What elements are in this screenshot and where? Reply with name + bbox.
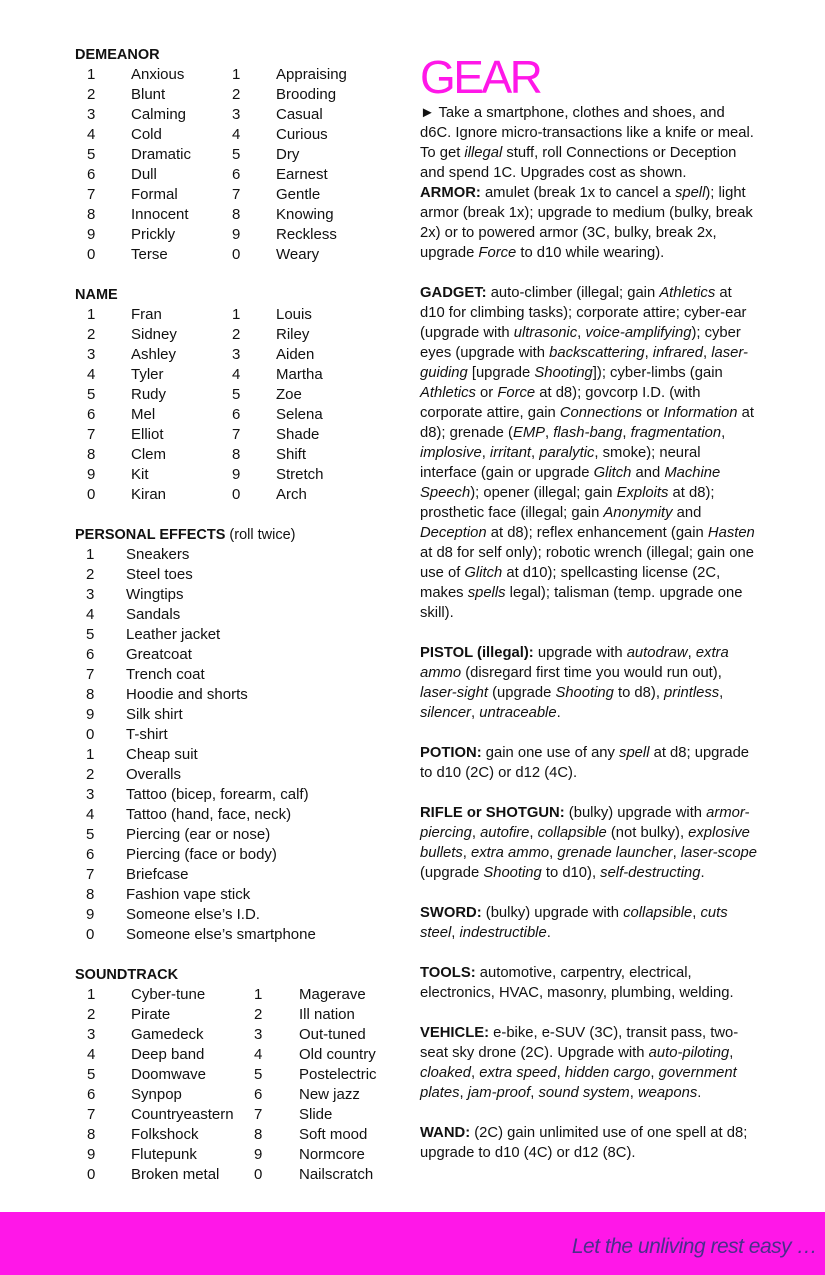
roll-number: 6 <box>87 406 96 423</box>
roll-number: 2 <box>87 86 96 103</box>
table-entry: Slide <box>299 1106 333 1123</box>
personal-effects-row <box>75 745 405 765</box>
roll-number: 5 <box>87 146 96 163</box>
roll-number: 6 <box>86 846 95 863</box>
soundtrack-row <box>75 1085 405 1105</box>
roll-number: 2 <box>87 1006 96 1023</box>
table-entry: Weary <box>276 246 320 263</box>
roll-number: 9 <box>87 226 96 243</box>
name-row <box>75 385 405 405</box>
roll-number: 8 <box>86 886 95 903</box>
table-entry: Rudy <box>131 386 167 403</box>
table-entry: Briefcase <box>126 866 189 883</box>
roll-number: 4 <box>232 126 241 143</box>
table-entry: Tattoo (hand, face, neck) <box>126 806 292 823</box>
name-row <box>75 445 405 465</box>
gear-entry: SWORD: (bulky) upgrade with collapsible, cuts steel, indestructible. <box>420 905 728 941</box>
demeanor-row <box>75 105 405 125</box>
table-entry: T-shirt <box>126 726 168 743</box>
name-table <box>75 305 405 505</box>
table-entry: Ashley <box>131 346 177 363</box>
roll-number: 9 <box>254 1146 263 1163</box>
table-entry: Sandals <box>126 606 181 623</box>
name-row <box>75 485 405 505</box>
table-entry: Casual <box>276 106 323 123</box>
table-entry: Piercing (ear or nose) <box>126 826 271 843</box>
gear-column <box>420 51 760 1163</box>
table-entry: Cold <box>131 126 162 143</box>
table-entry: Steel toes <box>126 566 193 583</box>
roll-number: 8 <box>86 686 95 703</box>
roll-number: 9 <box>86 706 95 723</box>
soundtrack-row <box>75 1125 405 1145</box>
personal-effects-heading <box>75 525 405 545</box>
table-entry: Knowing <box>276 206 334 223</box>
personal-effects-row <box>75 645 405 665</box>
personal-effects-row <box>75 765 405 785</box>
soundtrack-row <box>75 1145 405 1165</box>
roll-number: 6 <box>87 1086 96 1103</box>
table-entry: Dry <box>276 146 300 163</box>
personal-effects-row <box>75 685 405 705</box>
table-entry: Kiran <box>131 486 167 503</box>
table-entry: Terse <box>131 246 168 263</box>
table-entry: Dramatic <box>131 146 192 163</box>
table-entry: Anxious <box>131 66 185 83</box>
roll-number: 4 <box>87 1046 96 1063</box>
demeanor-row <box>75 65 405 85</box>
roll-number: 3 <box>87 1026 96 1043</box>
demeanor-row <box>75 125 405 145</box>
table-entry: Innocent <box>131 206 189 223</box>
roll-number: 8 <box>87 1126 96 1143</box>
roll-number: 0 <box>87 1166 96 1183</box>
roll-number: 5 <box>86 626 95 643</box>
demeanor-row <box>75 225 405 245</box>
name-row <box>75 405 405 425</box>
table-entry: Piercing (face or body) <box>126 846 277 863</box>
roll-number: 6 <box>86 646 95 663</box>
soundtrack-row <box>75 985 405 1005</box>
personal-effects-row <box>75 905 405 925</box>
table-entry: Calming <box>131 106 187 123</box>
table-entry: Greatcoat <box>126 646 192 663</box>
roll-number: 2 <box>254 1006 263 1023</box>
roll-number: 2 <box>232 86 241 103</box>
roll-number: 6 <box>232 166 241 183</box>
demeanor-row <box>75 145 405 165</box>
roll-number: 2 <box>232 326 241 343</box>
footer-tagline: Let the unliving rest easy … <box>571 1235 817 1258</box>
roll-number: 1 <box>87 306 96 323</box>
table-entry: Synpop <box>131 1086 182 1103</box>
roll-number: 1 <box>86 746 95 763</box>
name-row <box>75 425 405 445</box>
table-entry: Postelectric <box>299 1066 377 1083</box>
soundtrack-row <box>75 1045 405 1065</box>
name-row <box>75 345 405 365</box>
table-entry: Tyler <box>131 366 164 383</box>
demeanor-row <box>75 245 405 265</box>
roll-number: 7 <box>86 666 95 683</box>
table-entry: Selena <box>276 406 323 423</box>
table-entry: Curious <box>276 126 328 143</box>
roll-number: 3 <box>232 346 241 363</box>
table-entry: Overalls <box>126 766 182 783</box>
roll-number: 3 <box>254 1026 263 1043</box>
roll-number: 1 <box>254 986 263 1003</box>
roll-number: 7 <box>86 866 95 883</box>
table-entry: Normcore <box>299 1146 365 1163</box>
demeanor-table <box>75 65 405 265</box>
table-entry: Old country <box>299 1046 376 1063</box>
left-column <box>75 45 405 1185</box>
gear-entry: VEHICLE: e-bike, e-SUV (3C), transit pass, two-seat sky drone (2C). Upgrade with auto-piloting, cloaked, extra speed, hidden cargo, government plates, jam-proof, sound system, weapons. <box>420 1025 739 1101</box>
roll-number: 3 <box>87 106 96 123</box>
table-entry: Prickly <box>131 226 176 243</box>
soundtrack-row <box>75 1105 405 1125</box>
table-entry: Riley <box>276 326 310 343</box>
gear-list <box>420 183 760 1163</box>
personal-effects-row <box>75 545 405 565</box>
personal-effects-title: PERSONAL EFFECTS <box>75 527 226 543</box>
roll-number: 8 <box>87 206 96 223</box>
roll-number: 8 <box>254 1126 263 1143</box>
personal-effects-row <box>75 865 405 885</box>
roll-number: 7 <box>254 1106 263 1123</box>
soundtrack-row <box>75 1065 405 1085</box>
demeanor-heading: DEMEANOR <box>75 47 160 63</box>
roll-number: 1 <box>87 986 96 1003</box>
table-entry: Cyber-tune <box>131 986 206 1003</box>
roll-number: 4 <box>87 126 96 143</box>
table-entry: Appraising <box>276 66 347 83</box>
demeanor-row <box>75 85 405 105</box>
table-entry: Nailscratch <box>299 1166 374 1183</box>
roll-number: 7 <box>87 1106 96 1123</box>
table-entry: Pirate <box>131 1006 171 1023</box>
roll-number: 6 <box>254 1086 263 1103</box>
table-entry: Ill nation <box>299 1006 355 1023</box>
table-entry: Arch <box>276 486 307 503</box>
table-entry: Someone else’s smartphone <box>126 926 316 943</box>
demeanor-row <box>75 205 405 225</box>
table-entry: Magerave <box>299 986 366 1003</box>
roll-number: 3 <box>232 106 241 123</box>
roll-number: 8 <box>232 446 241 463</box>
gear-entry: PISTOL (illegal): upgrade with autodraw, extra ammo (disregard first time you would run out), laser-sight (upgrade Shooting to d8), printless, silencer, untraceable. <box>420 645 729 721</box>
personal-effects-row <box>75 565 405 585</box>
personal-effects-row <box>75 885 405 905</box>
personal-effects-table <box>75 545 405 945</box>
table-entry: Dull <box>131 166 157 183</box>
soundtrack-table <box>75 985 405 1185</box>
roll-number: 5 <box>232 386 241 403</box>
table-entry: Elliot <box>131 426 164 443</box>
personal-effects-row <box>75 805 405 825</box>
table-entry: Countryeastern <box>131 1106 234 1123</box>
table-entry: Out-tuned <box>299 1026 366 1043</box>
table-entry: Wingtips <box>126 586 184 603</box>
roll-number: 9 <box>232 226 241 243</box>
table-entry: Louis <box>276 306 312 323</box>
table-entry: Martha <box>276 366 323 383</box>
roll-number: 5 <box>254 1066 263 1083</box>
name-row <box>75 325 405 345</box>
gear-entry: TOOLS: automotive, carpentry, electrical, electronics, HVAC, masonry, plumbing, welding. <box>420 965 734 1001</box>
demeanor-row <box>75 185 405 205</box>
roll-number: 7 <box>232 426 241 443</box>
roll-number: 0 <box>232 246 241 263</box>
table-entry: Gamedeck <box>131 1026 204 1043</box>
personal-effects-row <box>75 785 405 805</box>
roll-number: 5 <box>87 1066 96 1083</box>
table-entry: Folkshock <box>131 1126 199 1143</box>
personal-effects-row <box>75 605 405 625</box>
roll-number: 8 <box>232 206 241 223</box>
table-entry: Doomwave <box>131 1066 207 1083</box>
roll-number: 3 <box>86 786 95 803</box>
roll-number: 5 <box>232 146 241 163</box>
table-entry: Zoe <box>276 386 302 403</box>
gear-entry: POTION: gain one use of any spell at d8; upgrade to d10 (2C) or d12 (4C). <box>420 745 750 781</box>
table-entry: Flutepunk <box>131 1146 197 1163</box>
roll-number: 0 <box>87 246 96 263</box>
table-entry: Silk shirt <box>126 706 183 723</box>
table-entry: Aiden <box>276 346 315 363</box>
roll-number: 9 <box>86 906 95 923</box>
roll-number: 4 <box>86 606 95 623</box>
roll-number: 9 <box>232 466 241 483</box>
roll-number: 1 <box>232 66 241 83</box>
roll-number: 7 <box>87 426 96 443</box>
roll-number: 5 <box>86 826 95 843</box>
roll-number: 2 <box>86 566 95 583</box>
soundtrack-heading: SOUNDTRACK <box>75 967 179 983</box>
personal-effects-note: (roll twice) <box>225 527 296 543</box>
table-entry: Fashion vape stick <box>126 886 251 903</box>
personal-effects-row <box>75 585 405 605</box>
roll-number: 4 <box>232 366 241 383</box>
personal-effects-row <box>75 665 405 685</box>
roll-number: 6 <box>232 406 241 423</box>
roll-number: 5 <box>87 386 96 403</box>
table-entry: Brooding <box>276 86 337 103</box>
roll-number: 0 <box>254 1166 263 1183</box>
table-entry: Fran <box>131 306 162 323</box>
table-entry: Reckless <box>276 226 337 243</box>
gear-intro: ► Take a smartphone, clothes and shoes, and d6C. Ignore micro-transactions like a knife or meal. To get illegal stuff, roll Connections or Deception and spend 1C. Upgrades cost as shown. <box>420 105 754 181</box>
roll-number: 8 <box>87 446 96 463</box>
roll-number: 9 <box>87 466 96 483</box>
table-entry: Shade <box>276 426 320 443</box>
demeanor-row <box>75 165 405 185</box>
roll-number: 7 <box>87 186 96 203</box>
table-entry: Leather jacket <box>126 626 221 643</box>
roll-number: 6 <box>87 166 96 183</box>
table-entry: Deep band <box>131 1046 205 1063</box>
name-row <box>75 365 405 385</box>
roll-number: 0 <box>86 926 95 943</box>
table-entry: Clem <box>131 446 167 463</box>
roll-number: 4 <box>86 806 95 823</box>
roll-number: 9 <box>87 1146 96 1163</box>
gear-title: GEAR <box>420 51 541 103</box>
table-entry: Tattoo (bicep, forearm, calf) <box>126 786 309 803</box>
table-entry: Trench coat <box>126 666 205 683</box>
roll-number: 3 <box>86 586 95 603</box>
name-row <box>75 305 405 325</box>
soundtrack-row <box>75 1025 405 1045</box>
table-entry: Hoodie and shorts <box>126 686 248 703</box>
personal-effects-row <box>75 725 405 745</box>
table-entry: Cheap suit <box>126 746 198 763</box>
table-entry: Sidney <box>131 326 177 343</box>
roll-number: 0 <box>232 486 241 503</box>
personal-effects-row <box>75 625 405 645</box>
personal-effects-row <box>75 925 405 945</box>
roll-number: 4 <box>254 1046 263 1063</box>
roll-number: 2 <box>86 766 95 783</box>
table-entry: Stretch <box>276 466 324 483</box>
roll-number: 1 <box>232 306 241 323</box>
table-entry: Kit <box>131 466 149 483</box>
table-entry: Blunt <box>131 86 166 103</box>
soundtrack-row <box>75 1005 405 1025</box>
table-entry: Earnest <box>276 166 328 183</box>
name-heading: NAME <box>75 287 118 303</box>
table-entry: Mel <box>131 406 156 423</box>
soundtrack-row <box>75 1165 405 1185</box>
table-entry: Sneakers <box>126 546 190 563</box>
roll-number: 0 <box>87 486 96 503</box>
roll-number: 4 <box>87 366 96 383</box>
roll-number: 3 <box>87 346 96 363</box>
table-entry: Gentle <box>276 186 321 203</box>
roll-number: 1 <box>86 546 95 563</box>
gear-entry: GADGET: auto-climber (illegal; gain Athletics at d10 for climbing tasks); corporate attire; cyber-ear (upgrade with ultrasonic, voice-amplifying); cyber eyes (upgrade with backscattering, infrared, laser-guiding [upgrade Shooting]); cyber-limbs (gain Athletics or Force at d8); govcorp I.D. (with corporate attire, gain Connections or Information at d8); grenade (EMP, flash-bang, fragmentation, implosive, irritant, paralytic, smoke); neural interface (gain or upgrade Glitch and Machine Speech); opener (illegal; gain Exploits at d8); prosthetic face (illegal; gain Anonymity and Deception at d8); reflex enhancement (gain Hasten at d8 for self only); robotic wrench (illegal; gain one use of Glitch at d10); spellcasting license (2C, makes spells legal); talisman (temp. upgrade one skill). <box>420 285 755 621</box>
table-entry: Shift <box>276 446 307 463</box>
personal-effects-row <box>75 705 405 725</box>
table-entry: Broken metal <box>131 1166 220 1183</box>
name-row <box>75 465 405 485</box>
gear-entry: WAND: (2C) gain unlimited use of one spell at d8; upgrade to d10 (4C) or d12 (8C). <box>420 1125 748 1161</box>
table-entry: New jazz <box>299 1086 360 1103</box>
table-entry: Soft mood <box>299 1126 368 1143</box>
roll-number: 0 <box>86 726 95 743</box>
gear-entry: ARMOR: amulet (break 1x to cancel a spell); light armor (break 1x); upgrade to medium (bulky, break 2x) or to powered armor (3C, bulky, break 2x, upgrade Force to d10 while wearing). <box>420 185 753 261</box>
roll-number: 7 <box>232 186 241 203</box>
roll-number: 2 <box>87 326 96 343</box>
table-entry: Someone else’s I.D. <box>126 906 260 923</box>
personal-effects-row <box>75 825 405 845</box>
roll-number: 1 <box>87 66 96 83</box>
table-entry: Formal <box>131 186 178 203</box>
personal-effects-row <box>75 845 405 865</box>
gear-entry: RIFLE or SHOTGUN: (bulky) upgrade with armor-piercing, autofire, collapsible (not bulky), explosive bullets, extra ammo, grenade launcher, laser-scope (upgrade Shooting to d10), self-destructing. <box>420 805 758 881</box>
